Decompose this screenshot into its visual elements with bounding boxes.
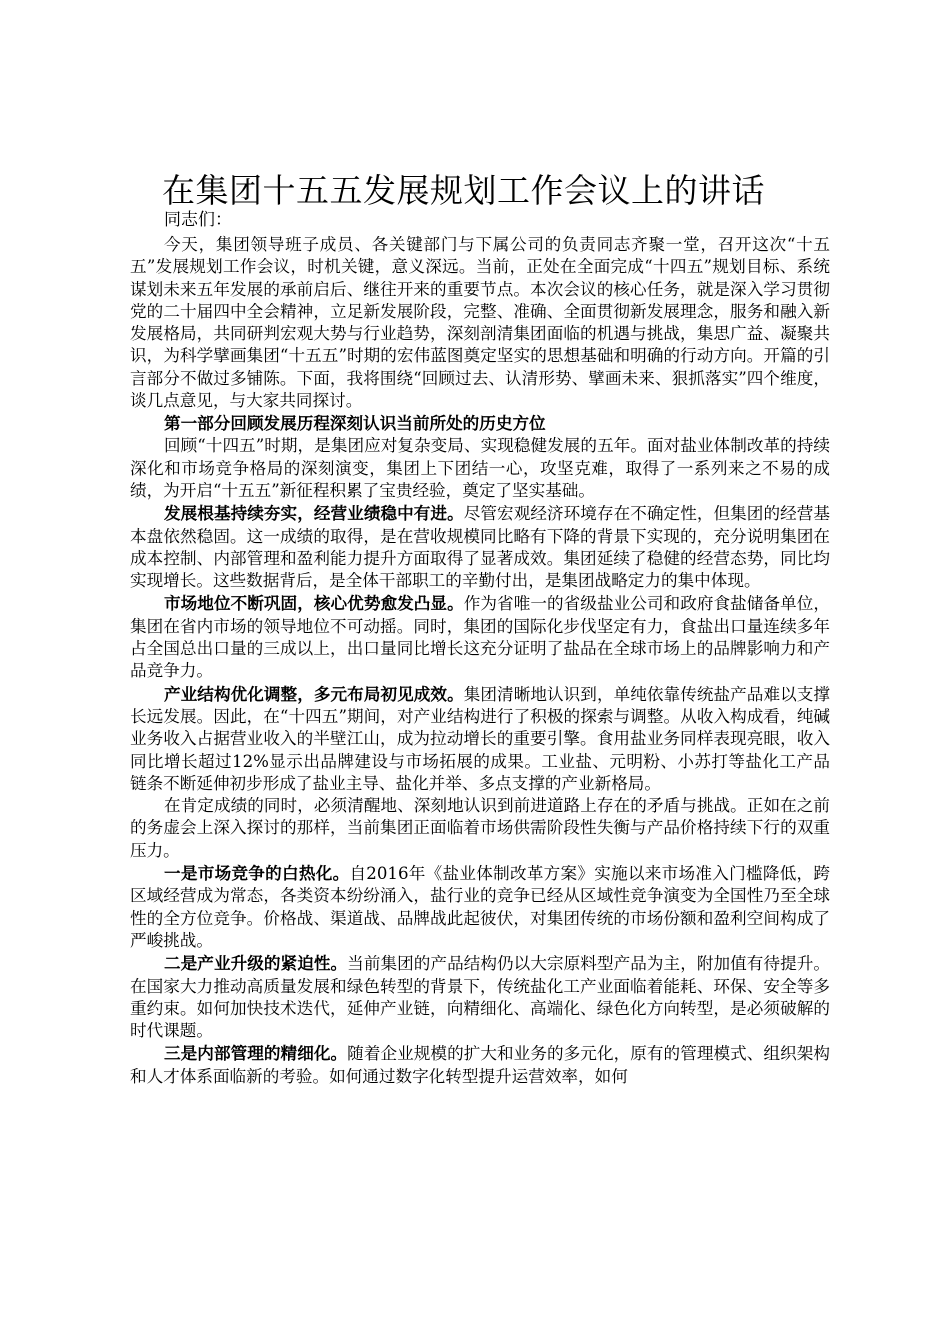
paragraph-market-competition (130, 862, 830, 952)
paragraph-industry-structure (130, 683, 830, 795)
paragraph-industry-upgrade (130, 952, 830, 1042)
paragraph-market-position (130, 592, 830, 682)
intro-paragraph: 今天，集团领导班子成员、各关键部门与下属公司的负责同志齐聚一堂，召开这次“十五五”发展规划工作会议，时机关键，意义深远。当前，正处在全面完成“十四五”规划目标、系统谋划未来五年发展的承前启后、继往开来的重要节点。本次会议的核心任务，就是深入学习贯彻党的二十届四中全会精神，立足新发展阶段，完整、准确、全面贯彻新发展理念，服务和融入新发展格局，共同研判宏观大势与行业趋势，深刻剖清集团面临的机遇与挑战，集思广益、凝聚共识，为科学擘画集团“十五五”时期的宏伟蓝图奠定坚实的思想基础和明确的行动方向。开篇的引言部分不做过多铺陈。下面，我将围绕“回顾过去、认清形势、擘画未来、狠抓落实”四个维度，谈几点意见，与大家共同探讨。 (130, 235, 830, 411)
paragraph-lead-bold: 二是产业升级的紧迫性。 (164, 953, 348, 974)
section-intro-paragraph: 回顾“十四五”时期，是集团应对复杂变局、实现稳健发展的五年。面对盐业体制改革的持续深化和市场竞争格局的深刻演变，集团上下团结一心，攻坚克难，取得了一系列来之不易的成绩，为开启“十五五”新征程积累了宝贵经验，奠定了坚实基础。 (130, 436, 830, 500)
paragraph-body: 作为省唯一的省级盐业公司和政府食盐储备单位，集团在省内市场的领导地位不可动摇。同时，集团的国际化步伐坚定有力，食盐出口量连续多年占全国总出口量的三成以上，出口量同比增长这充分证明了盐品在全球市场上的品牌影响力和产品竞争力。 (130, 594, 831, 681)
paragraph-internal-management (130, 1042, 830, 1088)
paragraph-body: 自2016年《盐业体制改革方案》实施以来市场准入门槛降低，跨区域经营成为常态，各类资本纷纷涌入，盐行业的竞争已经从区域性竞争演变为全国性乃至全球性的全方位竞争。价格战、渠道战、品牌战此起彼伏，对集团传统的市场份额和盈利空间构成了严峻挑战。 (130, 864, 831, 950)
paragraph-lead-bold: 发展根基持续夯实，经营业绩稳中有进。 (164, 503, 464, 524)
section-heading: 第一部分回顾发展历程深刻认识当前所处的历史方位 (164, 413, 546, 434)
paragraph-lead-bold: 一是市场竞争的白热化。 (164, 863, 350, 884)
paragraph-performance (130, 502, 830, 592)
salutation: 同志们： (164, 210, 232, 230)
paragraph-lead-bold: 三是内部管理的精细化。 (164, 1043, 348, 1064)
document-page (130, 168, 830, 1088)
paragraph-body: 随着企业规模的扩大和业务的多元化，原有的管理模式、组织架构和人才体系面临新的考验。如何通过数字化转型提升运营效率，如何 (130, 1044, 831, 1086)
paragraph-body: 当前集团的产品结构仍以大宗原料型产品为主，附加值有待提升。在国家大力推动高质量发展和绿色转型的背景下，传统盐化工产业面临着能耗、环保、安全等多重约束。如何加快技术迭代，延伸产业链，向精细化、高端化、绿色化方向转型，是必须破解的时代课题。 (130, 954, 831, 1041)
paragraph-challenges-intro: 在肯定成绩的同时，必须清醒地、深刻地认识到前进道路上存在的矛盾与挑战。正如在之前的务虚会上深入探讨的那样，当前集团正面临着市场供需阶段性失衡与产品价格持续下行的双重压力。 (130, 796, 830, 860)
paragraph-body: 尽管宏观经济环境存在不确定性，但集团的经营基本盘依然稳固。这一成绩的取得，是在营收规模同比略有下降的背景下实现的，充分说明集团在成本控制、内部管理和盈利能力提升方面取得了显著成效。集团延续了稳健的经营态势，同比均实现增长。这些数据背后，是全体干部职工的辛勤付出，是集团战略定力的集中体现。 (130, 504, 831, 591)
paragraph-body: 集团清晰地认识到，单纯依靠传统盐产品难以支撑长远发展。因此，在“十四五”期间，对产业结构进行了积极的探索与调整。从收入构成看，纯碱业务收入占据营业收入的半壁江山，成为拉动增长的重要引擎。食用盐业务同样表现亮眼，收入同比增长超过12%显示出品牌建设与市场拓展的成果。工业盐、元明粉、小苏打等盐化工产品链条不断延伸初步形成了盐业主导、盐化并举、多点支撑的产业新格局。 (130, 684, 831, 793)
document-title: 在集团十五五发展规划工作会议上的讲话 (162, 171, 765, 210)
paragraph-lead-bold: 市场地位不断巩固，核心优势愈发凸显。 (164, 593, 464, 614)
paragraph-lead-bold: 产业结构优化调整，多元布局初见成效。 (164, 683, 464, 704)
